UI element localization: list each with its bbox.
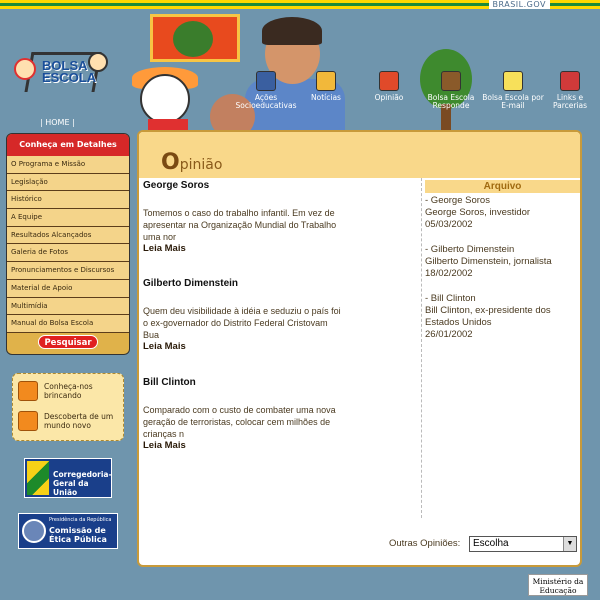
archive-name: - Bill Clinton — [425, 293, 476, 304]
corregedoria-label: Corregedoria-Geral da União — [53, 470, 112, 497]
poster-illustration — [150, 14, 240, 62]
email-icon — [503, 71, 523, 91]
select-value: Escolha — [473, 538, 509, 549]
promo-label: Conheça-nos brincando — [44, 382, 93, 400]
opinion-icon — [379, 71, 399, 91]
article-author: Bill Clinton — [143, 377, 196, 388]
sidebar-title: Conheça em Detalhes — [7, 134, 129, 156]
sidebar-menu — [6, 133, 130, 355]
sidebar-item[interactable]: Material de Apoio — [7, 280, 129, 298]
links-icon — [560, 71, 580, 91]
search-button[interactable]: Pesquisar — [38, 335, 98, 349]
etica-label: Comissão de Ética Pública — [49, 526, 107, 544]
nav-item[interactable] — [235, 71, 297, 110]
flag-icon — [27, 461, 49, 495]
sidebar-item[interactable]: O Programa e Missão — [7, 156, 129, 174]
promo-item-discover[interactable] — [18, 411, 122, 433]
nav-item[interactable] — [539, 71, 600, 110]
nav-item[interactable] — [295, 71, 357, 102]
sidebar-item[interactable]: Multimídia — [7, 298, 129, 316]
archive-name: - Gilberto Dimenstein — [425, 244, 515, 255]
logo-line1: BOLSA — [42, 58, 88, 73]
presidencia-label: Presidência da República — [49, 517, 112, 523]
play-icon — [18, 381, 38, 401]
corregedoria-banner[interactable] — [24, 458, 112, 498]
article-author: George Soros — [143, 180, 210, 191]
other-opinions-label: Outras Opiniões: — [389, 538, 461, 549]
archive-item[interactable] — [425, 195, 580, 231]
nav-item[interactable] — [420, 71, 482, 110]
sidebar-item[interactable]: Pronunciamentos e Discursos — [7, 262, 129, 280]
bolsa-escola-logo[interactable] — [8, 44, 118, 109]
article-item — [143, 278, 343, 352]
nav-label: Opinião — [374, 93, 404, 102]
nav-label: Bolsa Escola por E-mail — [482, 93, 544, 110]
archive-item[interactable] — [425, 293, 580, 341]
article-summary: Quem deu visibilidade à idéia e seduziu o país foi o ex-governador do Distrito Federal Cristovam Bua — [143, 306, 341, 340]
archive-date: 05/03/2002 — [425, 219, 473, 230]
article-summary: Tomemos o caso do trabalho infantil. Em vez de apresentar na Organização Mundial do Trabalho uma nor — [143, 208, 337, 242]
nav-label: Ações Socioeducativas — [235, 93, 297, 110]
archive-desc: George Soros, investidor — [425, 207, 531, 218]
dropdown-arrow-icon: ▼ — [563, 537, 576, 551]
archive-desc: Gilberto Dimenstein, jornalista — [425, 256, 552, 267]
etica-banner[interactable] — [18, 513, 118, 549]
logo-line2: ESCOLA — [42, 70, 97, 85]
seal-icon — [22, 519, 46, 543]
article-author: Gilberto Dimenstein — [143, 278, 239, 289]
archive-panel — [425, 180, 580, 341]
promo-label: Descoberta de um mundo novo — [44, 412, 114, 430]
nav-item[interactable] — [482, 71, 544, 110]
nav-label: Links e Parcerias — [552, 93, 588, 110]
sidebar-item[interactable]: Legislação — [7, 174, 129, 192]
article-item — [143, 180, 343, 254]
read-more-link[interactable]: Leia Mais — [143, 440, 186, 451]
archive-title: Arquivo — [425, 180, 580, 193]
promo-item-play[interactable] — [18, 381, 122, 403]
article-summary: Comparado com o custo de combater uma nova geração de terroristas, colocar cem milhões de crianças n — [143, 405, 336, 439]
sidebar-item[interactable]: Histórico — [7, 191, 129, 209]
answers-icon — [441, 71, 461, 91]
main-panel — [137, 130, 582, 567]
archive-desc: Bill Clinton, ex-presidente dos Estados Unidos — [425, 305, 551, 328]
read-more-link[interactable]: Leia Mais — [143, 243, 186, 254]
nav-item[interactable] — [358, 71, 420, 102]
discover-icon — [18, 411, 38, 431]
sidebar-item[interactable]: Manual do Bolsa Escola — [7, 315, 129, 333]
column-divider — [421, 178, 422, 518]
header-illustration — [0, 9, 600, 134]
article-item — [143, 377, 343, 451]
nav-label: Notícias — [311, 93, 341, 102]
nav-label: Bolsa Escola Responde — [427, 93, 475, 110]
promo-box — [12, 373, 124, 441]
archive-date: 18/02/2002 — [425, 268, 473, 279]
sidebar-item[interactable]: Galeria de Fotos — [7, 244, 129, 262]
archive-name: - George Soros — [425, 195, 490, 206]
main-header — [139, 132, 580, 178]
archive-date: 26/01/2002 — [425, 329, 473, 340]
archive-item[interactable] — [425, 244, 580, 280]
page-title: Opinião — [161, 150, 223, 175]
ministerio-logo[interactable]: Ministério da Educação — [528, 574, 588, 596]
other-opinions-select[interactable] — [469, 536, 577, 552]
news-icon — [316, 71, 336, 91]
home-link[interactable]: | HOME | — [40, 118, 75, 127]
sidebar-item[interactable]: Resultados Alcançados — [7, 227, 129, 245]
read-more-link[interactable]: Leia Mais — [143, 341, 186, 352]
brasil-gov-link[interactable]: BRASIL.GOV — [489, 0, 550, 10]
sidebar-item[interactable]: A Equipe — [7, 209, 129, 227]
actions-icon — [256, 71, 276, 91]
